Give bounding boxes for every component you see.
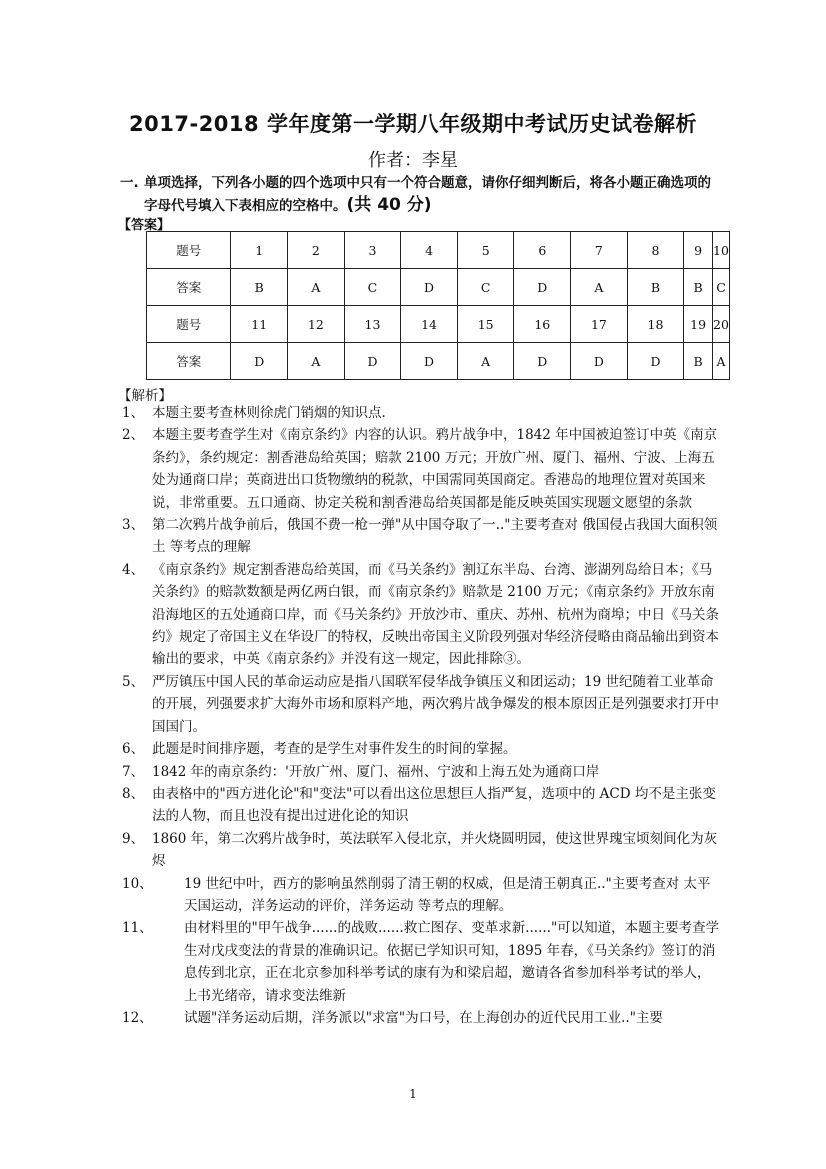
table-cell: 12 xyxy=(288,306,345,343)
section-score: (共 40 分) xyxy=(346,195,432,215)
item-text: 1860 年，第二次鸦片战争时，英法联军入侵北京，并火烧圆明园，使这世界瑰宝顷刻间化为灰烬 xyxy=(152,830,718,870)
item-number: 9、 xyxy=(122,830,145,847)
table-cell: 18 xyxy=(627,306,684,343)
table-cell: 11 xyxy=(231,306,288,343)
list-item xyxy=(122,424,722,514)
table-row xyxy=(147,343,730,380)
table-cell: 9 xyxy=(684,232,713,269)
item-number: 12、 xyxy=(122,1009,153,1026)
page-number: 1 xyxy=(409,1087,417,1101)
item-text: 由材料里的"甲午战争......的战败......救亡图存、变革求新......"可以知道，本题主要考查学生对戊戌变法的背景的准确识记。依据已学知识可知，1895 年春，《马关条约》签订的消息传到北京，正在北京参加科举考试的康有为和梁启超，邀请各省参加科举考试的举人，上书光绪帝，请求变法维新 xyxy=(184,920,720,1004)
item-number: 11、 xyxy=(122,920,153,937)
table-cell: 19 xyxy=(684,306,713,343)
item-text: 由表格中的"西方进化论"和"变法"可以看出这位思想巨人指严复，选项中的 ACD 均不是主张变法的人物，而且也没有提出过进化论的知识 xyxy=(152,785,716,825)
table-row-header: 题号 xyxy=(147,306,231,343)
table-row xyxy=(147,232,730,269)
table-cell: D xyxy=(514,269,571,306)
table-cell: 14 xyxy=(401,306,458,343)
table-cell: C xyxy=(344,269,401,306)
analysis-heading: 【解析】 xyxy=(118,388,172,404)
table-cell: B xyxy=(684,343,713,380)
item-number: 8、 xyxy=(122,785,145,802)
list-item xyxy=(122,1007,722,1029)
item-text: 1842 年的南京条约：'开放广州、厦门、福州、宁波和上海五处为通商口岸 xyxy=(152,763,600,780)
table-cell: D xyxy=(627,343,684,380)
table-cell: A xyxy=(288,343,345,380)
table-cell: 8 xyxy=(627,232,684,269)
item-number: 2、 xyxy=(122,427,145,444)
table-cell: 5 xyxy=(457,232,514,269)
table-cell: B xyxy=(627,269,684,306)
section-text: 单项选择，下列各小题的四个选项中只有一个符合题意，请你仔细判断后，将各小题正确选项的字母代号填入下表相应的空格中。 xyxy=(144,175,711,214)
table-cell: 1 xyxy=(231,232,288,269)
section-number: 一. xyxy=(120,175,139,191)
table-cell: A xyxy=(288,269,345,306)
item-text: 严厉镇压中国人民的革命运动应是指八国联军侵华战争镇压义和团运动；19 世纪随着工业革命的开展，列强要求扩大海外市场和原料产地，两次鸦片战争爆发的根本原因正是列强要求打开中国国门。 xyxy=(152,673,719,735)
list-item xyxy=(122,514,722,559)
list-item xyxy=(122,761,722,783)
item-text: 第二次鸦片战争前后，俄国不费一枪一弹"从中国夺取了一.."主要考查对 俄国侵占我国大面积领土 等考点的理解 xyxy=(152,517,718,556)
section-instructions xyxy=(120,172,720,217)
table-row xyxy=(147,306,730,343)
table-cell: D xyxy=(231,343,288,380)
item-number: 7、 xyxy=(122,763,145,780)
table-cell: 7 xyxy=(571,232,628,269)
item-text: 19 世纪中叶，西方的影响虽然削弱了清王朝的权威，但是清王朝真正.."主要考查对 太平天国运动，洋务运动的评价，洋务运动 等考点的理解。 xyxy=(184,875,711,914)
item-number: 5、 xyxy=(122,673,145,690)
item-number: 1、 xyxy=(122,405,145,421)
table-row-header: 答案 xyxy=(147,343,231,380)
item-number: 3、 xyxy=(122,517,145,534)
table-cell: 6 xyxy=(514,232,571,269)
table-cell: 20 xyxy=(712,306,729,343)
item-number: 4、 xyxy=(122,561,145,578)
table-cell: 17 xyxy=(571,306,628,343)
table-cell: D xyxy=(401,343,458,380)
table-cell: D xyxy=(401,269,458,306)
item-number: 6、 xyxy=(122,741,145,758)
list-item xyxy=(122,402,722,424)
table-cell: A xyxy=(457,343,514,380)
table-cell: 13 xyxy=(344,306,401,343)
table-cell: D xyxy=(344,343,401,380)
table-cell: 15 xyxy=(457,306,514,343)
list-item xyxy=(122,738,722,760)
table-cell: A xyxy=(571,269,628,306)
author-line: 作者：李星 xyxy=(368,150,458,171)
list-item xyxy=(122,671,722,738)
answer-heading: 【答案】 xyxy=(118,218,171,233)
list-item xyxy=(122,828,722,873)
table-row-header: 题号 xyxy=(147,232,231,269)
item-text: 本题主要考查林则徐虎门销烟的知识点. xyxy=(152,405,386,421)
list-item xyxy=(122,559,722,671)
list-item xyxy=(122,917,722,1007)
item-text: 《南京条约》规定割香港岛给英国，而《马关条约》割辽东半岛、台湾、澎湖列岛给日本；《马关条约》的赔款数额是两亿两白银，而《南京条约》赔款是 2100 万元；《南京条约》开放东南沿海地区的五处通商口岸，而《马关条约》开放沙市、重庆、苏州、杭州为商埠；中日《马关条约》规定了帝国主义在华设厂的特权，反映出帝国主义阶段列强对华经济侵略由商品输出到资本输出的要求，中英《南京条约》并没有这一规定，因此排除③。 xyxy=(152,561,719,668)
list-item xyxy=(122,873,722,918)
list-item xyxy=(122,783,722,828)
table-cell: B xyxy=(231,269,288,306)
table-cell: 2 xyxy=(288,232,345,269)
item-text: 试题"洋务运动后期，洋务派以"求富"为口号，在上海创办的近代民用工业.."主要 xyxy=(184,1009,663,1026)
table-cell: 10 xyxy=(712,232,729,269)
item-number: 10、 xyxy=(122,875,153,892)
table-cell: D xyxy=(514,343,571,380)
table-cell: 16 xyxy=(514,306,571,343)
item-text: 此题是时间排序题，考查的是学生对事件发生的时间的掌握。 xyxy=(152,741,517,758)
table-cell: 4 xyxy=(401,232,458,269)
answer-table xyxy=(146,231,730,380)
table-cell: D xyxy=(571,343,628,380)
table-row-header: 答案 xyxy=(147,269,231,306)
table-cell: C xyxy=(457,269,514,306)
table-row xyxy=(147,269,730,306)
table-cell: C xyxy=(712,269,729,306)
analysis-list xyxy=(122,402,722,1029)
document-title: 2017-2018 学年度第一学期八年级期中考试历史试卷解析 xyxy=(129,112,697,136)
table-cell: 3 xyxy=(344,232,401,269)
item-text: 本题主要考查学生对《南京条约》内容的认识。鸦片战争中，1842 年中国被迫签订中英《南京条约》，条约规定：割香港岛给英国；赔款 2100 万元；开放广州、厦门、福州、宁波、上海五处为通商口岸；英商进出口货物缴纳的税款，中国需同英国商定。香港岛的地理位置对英国来说，非常重要。五口通商、协定关税和割香港岛给英国都是能反映英国实现题文愿望的条款 xyxy=(152,427,718,511)
table-cell: A xyxy=(712,343,729,380)
table-cell: B xyxy=(684,269,713,306)
